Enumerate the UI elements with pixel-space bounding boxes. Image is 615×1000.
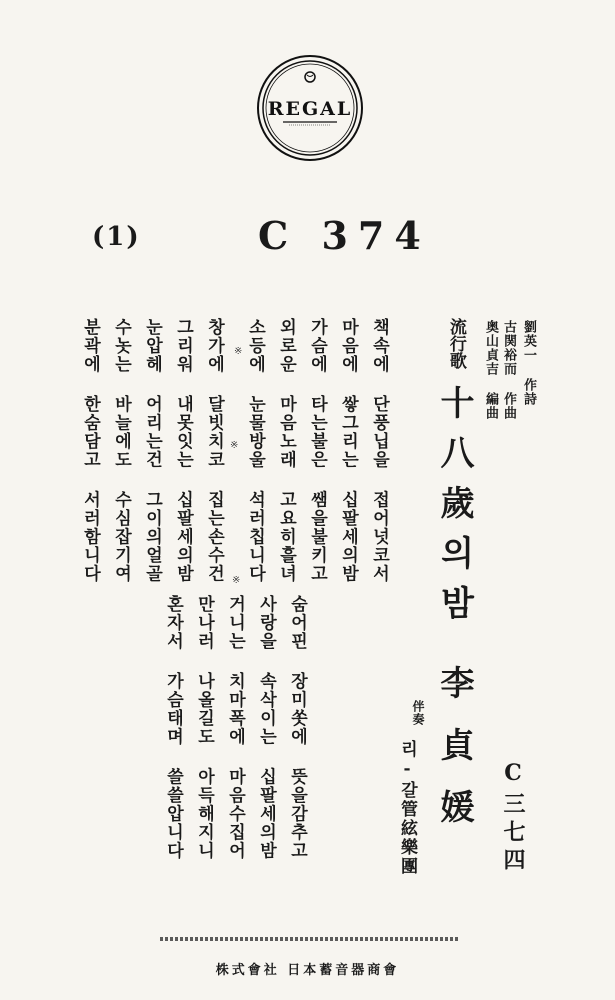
verse1-line-3: 가슴에 타는불은 쌤을불키고 <box>307 318 327 583</box>
verse1-line-5: 소등에 눈물방울 석러칩니다 <box>245 318 265 583</box>
genre-label: 流行歌 <box>445 318 466 369</box>
verse2-line-4: 수놋는 바늘에도 수심잡기여 <box>111 318 131 583</box>
verse2-line-1: 창가에 달빗치코 집는손수건 <box>204 318 224 583</box>
page-number: (1) <box>92 222 141 252</box>
verse3-line-4: 만나러 나올길도 아득해지니 <box>194 595 214 860</box>
separator-mark: ※ <box>230 440 239 451</box>
verse3-line-2: 사랑을 속삭이는 십팔세의밤 <box>256 595 276 860</box>
footer-divider <box>160 937 460 941</box>
catalog-number: C 374 <box>258 213 431 258</box>
verse1-line-4: 외로운 마음노래 고요히흘녀 <box>276 318 296 583</box>
verse3-line-3: 거니는 치마폭에 마음수집어 <box>225 595 245 860</box>
verse1-line-1: 책속에 단풍닙을 접어넛코서 <box>369 318 389 583</box>
lyricist-credit: 劉英一 作詩 <box>521 320 536 406</box>
verse2-line-5: 분곽에 한숨담고 서러함니다 <box>80 318 100 583</box>
publisher-footer: 株式會社 日本蓄音器商會 <box>215 963 400 978</box>
composer-credit: 古関裕而 作曲 <box>501 320 516 420</box>
regal-logo <box>255 53 365 163</box>
accompaniment: 리-갈管絃樂團 <box>397 740 417 876</box>
verse2-line-2: 그리워 내못잇는 십팔세의밤 <box>173 318 193 583</box>
verse2-line-3: 눈압헤 어리는건 그이의얼골 <box>142 318 162 583</box>
separator-mark: ※ <box>232 575 241 586</box>
song-title: 十八歲의밤 <box>434 385 474 635</box>
arranger-credit: 奥山貞吉 編曲 <box>483 320 498 420</box>
regal-disc-icon <box>255 53 365 163</box>
logo-brand-text: REGAL <box>267 98 353 120</box>
side-catalog-number: C三七四 <box>500 760 526 876</box>
singer-name: 李貞媛 <box>434 665 474 851</box>
verse1-line-2: 마음에 쌓그리는 십팔세의밤 <box>338 318 358 583</box>
verse3-line-1: 숨어핀 장미쏫에 뜻을감추고 <box>287 595 307 860</box>
verse3-line-5: 혼자서 가슴태며 쓸쓸압니다 <box>163 595 183 860</box>
separator-mark: ※ <box>234 346 243 357</box>
accompaniment-label: 伴奏 <box>411 700 425 726</box>
